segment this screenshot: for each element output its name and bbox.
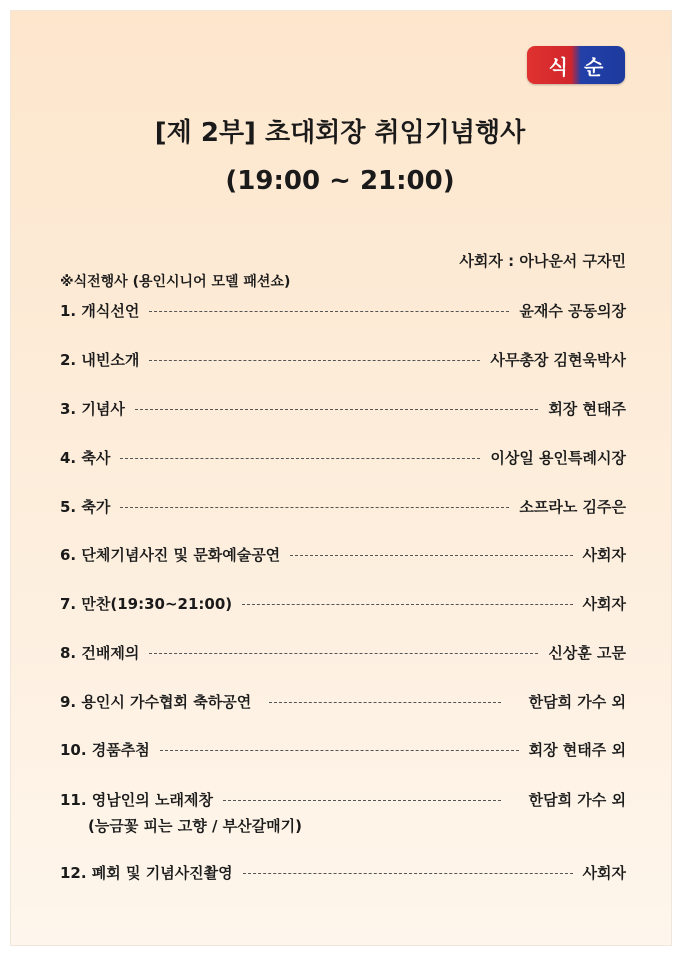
leader-dots — [120, 507, 509, 508]
item-11-songs: (능금꽃 피는 고향 / 부산갈매기) — [88, 817, 302, 835]
leader-dots — [160, 750, 519, 751]
program-item — [60, 299, 626, 321]
item-name: 2. 내빈소개 — [60, 350, 140, 369]
page-title: [제 2부] 초대회장 취임기념행사 — [154, 118, 526, 148]
program-item — [60, 690, 626, 712]
program-item — [60, 738, 626, 760]
item-name: 11. 영남인의 노래제창 — [60, 790, 213, 809]
item-person: 사회자 — [582, 863, 626, 882]
leader-dots — [223, 800, 501, 801]
program-item — [60, 641, 626, 663]
item-name: 6. 단체기념사진 및 문화예술공연 — [60, 545, 281, 564]
program-item — [60, 788, 626, 810]
program-item — [60, 543, 626, 565]
program-item — [60, 348, 626, 370]
leader-dots — [149, 360, 480, 361]
item-person: 신상훈 고문 — [548, 643, 626, 662]
item-name: 3. 기념사 — [60, 399, 125, 418]
leader-dots — [242, 604, 572, 605]
item-name: 4. 축사 — [60, 448, 111, 467]
program-item — [60, 495, 626, 517]
item-person: 회장 현태주 — [548, 399, 626, 418]
item-person: 사회자 — [582, 594, 626, 613]
leader-dots — [269, 702, 500, 703]
pre-event-note: ※식전행사 (용인시니어 모델 패션쇼) — [60, 274, 291, 290]
item-person: 윤재수 공동의장 — [519, 301, 626, 320]
leader-dots — [120, 458, 480, 459]
leader-dots — [149, 311, 509, 312]
item-person: 한담희 가수 외 — [528, 692, 626, 711]
order-badge: 식순 — [527, 46, 625, 84]
item-name: 8. 건배제의 — [60, 643, 140, 662]
program-item — [60, 446, 626, 468]
leader-dots — [149, 653, 538, 654]
program-item — [60, 592, 626, 614]
item-name: 9. 용인시 가수협회 축하공연 — [60, 692, 252, 711]
item-name: 7. 만찬(19:30~21:00) — [60, 594, 233, 613]
item-name: 10. 경품추첨 — [60, 740, 150, 759]
item-person: 회장 현태주 외 — [528, 740, 626, 759]
leader-dots — [135, 409, 538, 410]
mc-credit: 사회자 : 아나운서 구자민 — [459, 252, 626, 270]
item-person: 이상일 용인특례시장 — [490, 448, 626, 467]
leader-dots — [243, 873, 573, 874]
program-item — [60, 397, 626, 419]
item-person: 소프라노 김주은 — [519, 497, 626, 516]
item-person: 사무총장 김현욱박사 — [490, 350, 626, 369]
item-name: 5. 축가 — [60, 497, 111, 516]
item-person: 사회자 — [582, 545, 626, 564]
leader-dots — [290, 555, 572, 556]
item-person: 한담희 가수 외 — [528, 790, 626, 809]
program-item — [60, 861, 626, 883]
item-name: 1. 개식선언 — [60, 301, 140, 320]
event-time: (19:00 ~ 21:00) — [225, 166, 455, 196]
item-name: 12. 폐회 및 기념사진촬영 — [60, 863, 233, 882]
